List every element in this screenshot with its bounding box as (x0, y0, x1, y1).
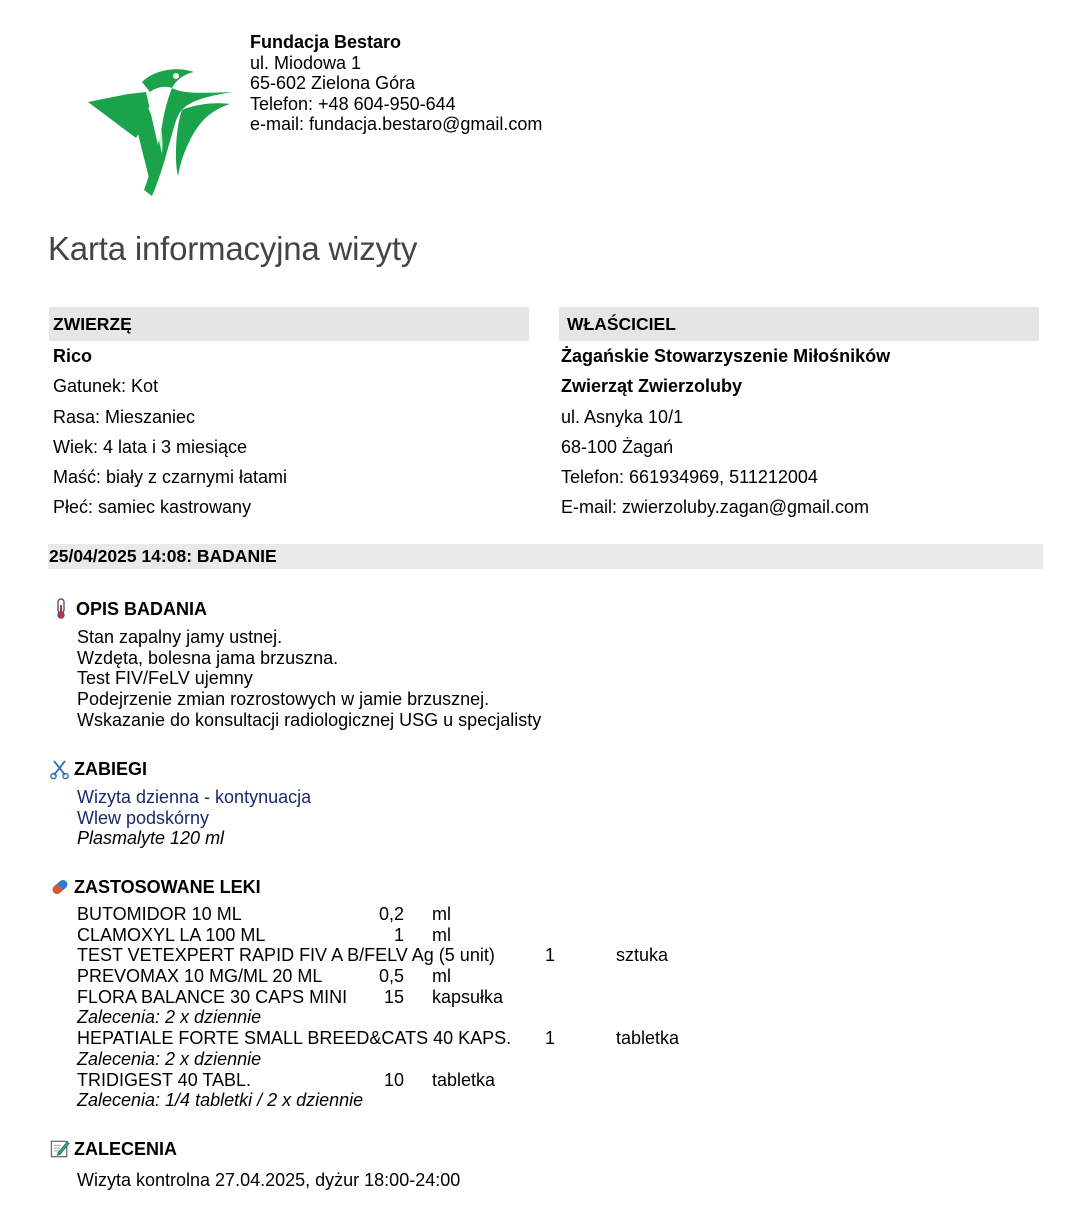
medication-quantity: 0,2 (378, 904, 404, 924)
bestaro-logo (84, 64, 236, 198)
medication-unit: ml (432, 904, 451, 924)
procedure-item: Wizyta dzienna - kontynuacja (77, 787, 312, 807)
procedures-heading-label: ZABIEGI (74, 758, 148, 779)
medication-name: TEST VETEXPERT RAPID FIV A B/FELV Ag (5 unit) (77, 945, 495, 966)
owner-name-line2: Zwierząt Zwierzoluby (561, 376, 743, 397)
visit-header: 25/04/2025 14:08: BADANIE (48, 544, 1043, 569)
medication-name: CLAMOXYL LA 100 ML (77, 924, 266, 945)
animal-heading: ZWIERZĘ (49, 307, 529, 341)
organization-phone: Telefon: +48 604-950-644 (250, 93, 456, 114)
owner-street: ul. Asnyka 10/1 (561, 406, 684, 427)
organization-name: Fundacja Bestaro (250, 32, 402, 52)
organization-city: 65-602 Zielona Góra (250, 73, 416, 94)
examination-line: Podejrzenie zmian rozrostowych w jamie brzusznej. (77, 689, 490, 710)
medication-row (77, 987, 777, 1008)
pill-icon (50, 876, 70, 898)
medication-recommendation: Zalecenia: 2 x dziennie (77, 1007, 262, 1028)
recommendations-heading (50, 1138, 177, 1160)
procedure-note: Plasmalyte 120 ml (77, 828, 225, 849)
examination-line: Wzdęta, bolesna jama brzuszna. (77, 647, 339, 668)
medication-quantity: 1 (393, 924, 404, 945)
medication-row (77, 945, 777, 966)
medications-heading (50, 876, 261, 898)
medication-quantity: 1 (544, 945, 555, 966)
pencil-note-icon (50, 1138, 70, 1160)
examination-line: Stan zapalny jamy ustnej. (77, 627, 283, 647)
owner-name-line1: Żagańskie Stowarzyszenie Miłośników (561, 346, 891, 366)
medications-heading-label: ZASTOSOWANE LEKI (74, 876, 261, 897)
procedures-list (77, 787, 311, 849)
medication-unit: ml (432, 924, 451, 945)
organization-email: e-mail: fundacja.bestaro@gmail.com (250, 114, 543, 135)
procedure-item: Wlew podskórny (77, 807, 210, 828)
medication-quantity: 0,5 (378, 966, 404, 987)
medication-name: TRIDIGEST 40 TABL. (77, 1069, 252, 1090)
recommendations-text: Wizyta kontrolna 27.04.2025, dyżur 18:00-24:00 (77, 1170, 461, 1190)
medication-quantity: 1 (544, 1028, 555, 1049)
thermometer-icon (52, 598, 72, 620)
examination-line: Wskazanie do konsultacji radiologicznej USG u specjalisty (77, 709, 542, 730)
owner-email: E-mail: zwierzoluby.zagan@gmail.com (561, 497, 870, 518)
medication-row (77, 1028, 777, 1049)
medication-name: FLORA BALANCE 30 CAPS MINI (77, 986, 348, 1007)
examination-heading-label: OPIS BADANIA (76, 598, 208, 619)
procedures-heading (50, 758, 147, 780)
medication-unit: tabletka (432, 1069, 496, 1090)
medication-unit: tabletka (616, 1028, 680, 1049)
medication-recommendation: Zalecenia: 2 x dziennie (77, 1048, 262, 1069)
medication-row (77, 966, 777, 987)
animal-name: Rico (53, 346, 93, 366)
medication-name: PREVOMAX 10 MG/ML 20 ML (77, 966, 323, 987)
medication-row (77, 925, 777, 946)
animal-coat: Maść: biały z czarnymi łatami (53, 467, 288, 488)
medication-quantity: 10 (383, 1069, 404, 1090)
document-title: Karta informacyjna wizyty (48, 230, 418, 267)
animal-sex: Płeć: samiec kastrowany (53, 497, 252, 518)
organization-street: ul. Miodowa 1 (250, 52, 362, 73)
owner-heading: WŁAŚCICIEL (559, 307, 1039, 341)
animal-breed: Rasa: Mieszaniec (53, 406, 196, 427)
organization-info (250, 32, 542, 135)
animal-age: Wiek: 4 lata i 3 miesiące (53, 436, 248, 457)
medication-row (77, 1070, 777, 1091)
medication-recommendation: Zalecenia: 1/4 tabletki / 2 x dziennie (77, 1090, 364, 1111)
medication-unit: kapsułka (432, 986, 504, 1007)
owner-city: 68-100 Żagań (561, 436, 674, 457)
examination-line: Test FIV/FeLV ujemny (77, 668, 253, 689)
medications-list (77, 904, 777, 1111)
medication-quantity: 15 (383, 986, 404, 1007)
animal-details (53, 341, 523, 523)
medication-unit: ml (432, 966, 451, 987)
medication-unit: sztuka (616, 945, 669, 966)
scissors-icon (50, 758, 70, 780)
animal-species: Gatunek: Kot (53, 376, 159, 397)
medication-row (77, 904, 777, 925)
recommendations-heading-label: ZALECENIA (74, 1138, 177, 1159)
medication-name: BUTOMIDOR 10 ML (77, 904, 242, 924)
medication-name: HEPATIALE FORTE SMALL BREED&CATS 40 KAPS. (77, 1028, 512, 1049)
examination-description (77, 627, 541, 731)
owner-details (561, 341, 1031, 523)
examination-heading (52, 598, 207, 620)
owner-phone: Telefon: 661934969, 511212004 (561, 467, 818, 488)
